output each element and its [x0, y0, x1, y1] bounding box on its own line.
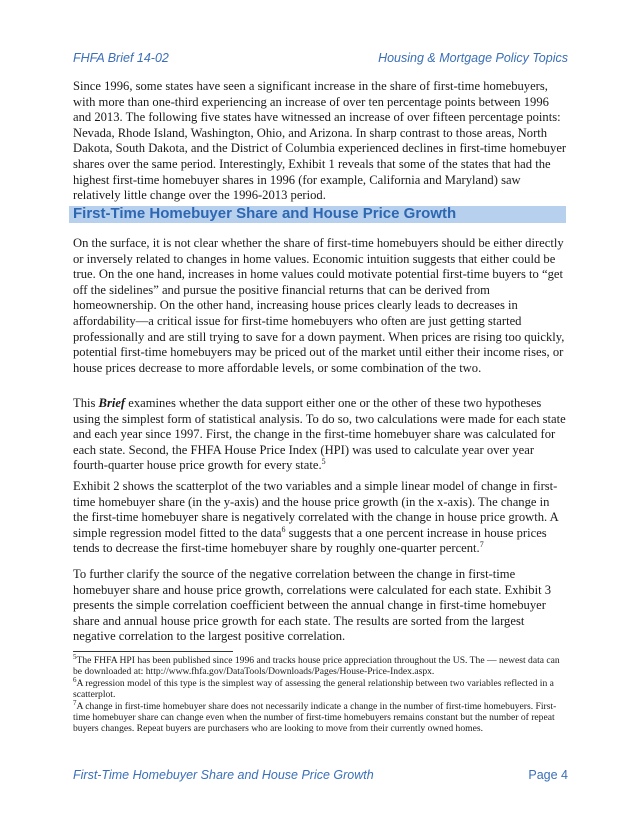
- footnote-7-text: A change in first-time homebuyer share does not necessarily indicate a change in the number of first-time homebuyers. First-time homebuyer share can change even when the number of first-time homebuyers remains constant but the number of repeat buyers changes. Repeat buyers are purchasers who are looking to move from their currently owned homes.: [73, 700, 557, 735]
- paragraph-3-part2: suggests that a one percent increase in house prices tends to decrease the first-time homebuyer share by roughly one-quarter percent.: [73, 525, 547, 556]
- footnote-ref-5[interactable]: 5: [321, 457, 326, 467]
- footnote-6-text: A regression model of this type is the simplest way of assessing the general relationship between two variables reflected in a scatterplot.: [73, 677, 554, 701]
- footnote-7: [73, 698, 567, 735]
- paragraph-3-part1: Exhibit 2 shows the scatterplot of the two variables and a simple linear model of change in first-time homebuyer share (in the y-axis) and the house price growth (in the x-axis). The change in the first-time homebuyer share is negatively correlated with the change in house price growth. A simple regression model fitted to the data: [73, 479, 559, 540]
- paragraph-3: [73, 479, 567, 557]
- footnote-ref-6[interactable]: 6: [281, 524, 286, 534]
- intro-paragraph-text: Since 1996, some states have seen a significant increase in the share of first-time homebuyers, with more than one-third experiencing an increase of over ten percentage points between 1996 and 2013. The following five states have witnessed an increase of over fifteen percentage points: Nevada, Rhode Island, Washington, Ohio, and Arizona. In sharp contrast to those areas, North Dakota, South Dakota, and the District of Columbia experienced declines in first-time homebuyer shares over the same period. Interestingly, Exhibit 1 reveals that some of the states that had the highest first-time homebuyer shares in 1996 (for example, California and Maryland) saw relatively little change over the 1996-2013 period.: [73, 79, 567, 203]
- footnote-7-number: 7: [73, 698, 77, 707]
- paragraph-2-lead: This: [73, 396, 99, 410]
- footnote-5-number: 5: [73, 652, 77, 661]
- paragraph-2: [73, 396, 567, 474]
- section-title: First-Time Homebuyer Share and House Price Growth: [73, 205, 457, 222]
- footnote-5-text: The FHFA HPI has been published since 1996 and tracks house price appreciation throughout the US. The — newest data can be downloaded at: http://www.fhfa.gov/DataTools/Downloads/Pages/House-Price-Index.aspx.: [73, 655, 560, 678]
- section-heading-bar: [69, 206, 566, 223]
- paragraph-1-text: On the surface, it is not clear whether the share of first-time homebuyers should be either directly or inversely related to changes in home values. Economic intuition suggests that either could be true. On the one hand, increases in home values could motivate potential first-time buyers to “get off the sidelines” and pursue the positive financial returns that can be derived from homeownership. On the other hand, increasing house prices clearly leads to decreases in affordability—a critical issue for first-time homebuyers who often are just getting started professionally and are still trying to save for a down payment. When prices are rising too quickly, potential first-time homebuyers may be priced out of the market until either their income rises, or house prices decrease to more affordable levels, or some combination of the two.: [73, 236, 565, 375]
- footnote-5: [73, 652, 567, 678]
- footnote-divider: [73, 651, 233, 652]
- paragraph-1: [73, 236, 567, 376]
- footnote-ref-7[interactable]: 7: [479, 540, 484, 550]
- footnote-6: [73, 675, 567, 701]
- intro-paragraph: [73, 79, 567, 204]
- paragraph-4: [73, 567, 567, 645]
- brief-emphasis: Brief: [98, 396, 126, 410]
- header-brief-number: FHFA Brief 14-02: [73, 51, 169, 65]
- footer-title: First-Time Homebuyer Share and House Price Growth: [73, 768, 374, 782]
- header-topic: Housing & Mortgage Policy Topics: [378, 51, 568, 65]
- page-number: Page 4: [528, 768, 568, 782]
- paragraph-2-text: examines whether the data support either one or the other of these two hypotheses using the simplest form of statistical analysis. To do so, two calculations were made for each state and each year since 1997. First, the change in the first-time homebuyer share was calculated for each state. Second, the FHFA House Price Index (HPI) was used to calculate year over year fourth-quarter house price growth for every state.: [73, 396, 566, 473]
- paragraph-4-text: To further clarify the source of the negative correlation between the change in first-time homebuyer share and house price growth, correlations were calculated for each state. Exhibit 3 presents the simple correlation coefficient between the annual change in first-time homebuyer share and annual house price growth for each state. The results are sorted from the largest negative correlation to the largest positive correlation.: [73, 567, 552, 644]
- footnote-6-number: 6: [73, 675, 77, 684]
- footnotes: [73, 652, 567, 735]
